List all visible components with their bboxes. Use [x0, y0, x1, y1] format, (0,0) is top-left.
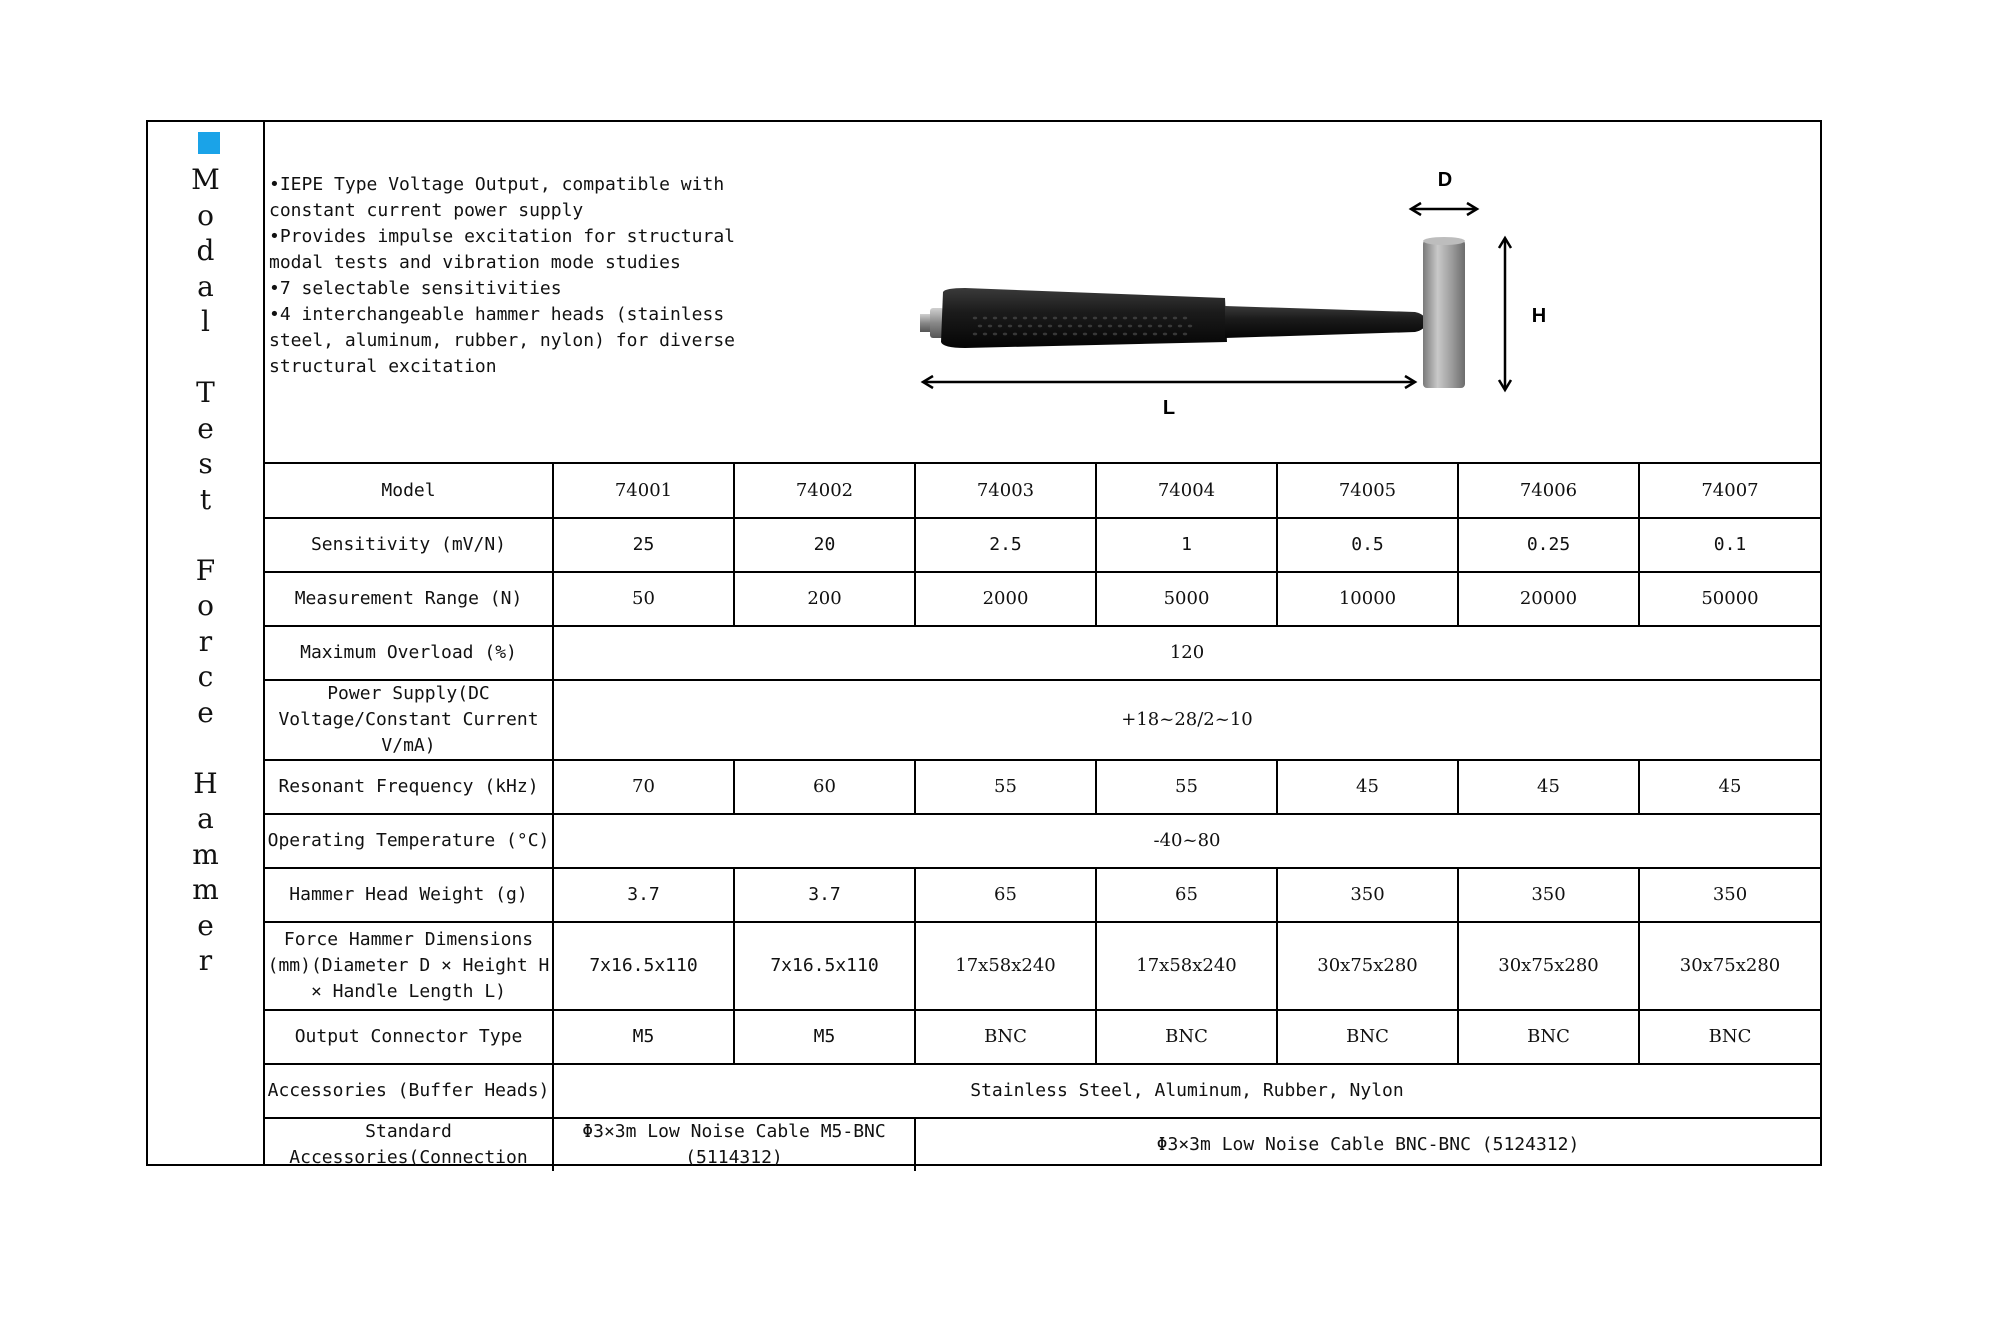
- title-char: M: [191, 163, 220, 196]
- table-cell: 1: [1096, 518, 1277, 572]
- table-cell: M5: [553, 1010, 734, 1064]
- grip-dot: [1138, 325, 1142, 328]
- grip-dot: [1158, 325, 1162, 328]
- grip-dot: [1153, 317, 1157, 320]
- table-cell: 7x16.5x110: [734, 922, 915, 1010]
- table-row: [265, 464, 1820, 518]
- table-cell: 50000: [1639, 572, 1820, 626]
- table-row: [265, 922, 1820, 1010]
- title-char: m: [192, 837, 219, 871]
- table-cell: 2.5: [915, 518, 1096, 572]
- dimension-l-arrow: [923, 376, 1415, 388]
- title-char: d: [196, 234, 215, 267]
- row-label: Standard Accessories(Connection: [265, 1118, 553, 1171]
- table-row: [265, 814, 1820, 868]
- model-cell: 74007: [1639, 464, 1820, 518]
- table-cell: 30x75x280: [1277, 922, 1458, 1010]
- model-cell: 74003: [915, 464, 1096, 518]
- grip-dot: [1023, 333, 1027, 336]
- table-cell: 65: [915, 868, 1096, 922]
- grip-dot: [1033, 317, 1037, 320]
- table-row: [265, 518, 1820, 572]
- overview-section: [265, 122, 1820, 464]
- grip-dot: [1118, 325, 1122, 328]
- grip-dot: [1093, 333, 1097, 336]
- table-cell: 17x58x240: [1096, 922, 1277, 1010]
- feature-list: [269, 172, 749, 380]
- table-cell: 45: [1458, 760, 1639, 814]
- title-char: t: [199, 482, 212, 516]
- title-char: T: [196, 376, 215, 409]
- grip-dot: [1053, 333, 1057, 336]
- grip-dot: [1038, 325, 1042, 328]
- grip-dot: [973, 317, 977, 320]
- table-row: [265, 1064, 1820, 1118]
- grip-dot: [1078, 325, 1082, 328]
- spec-table: [265, 464, 1820, 1171]
- table-cell: 45: [1277, 760, 1458, 814]
- grip-dot: [1103, 317, 1107, 320]
- grip-dot: [1033, 333, 1037, 336]
- grip-dot: [1173, 317, 1177, 320]
- table-cell: +18~28/2~10: [553, 680, 1820, 760]
- grip-dot: [983, 333, 987, 336]
- grip-dot: [1093, 317, 1097, 320]
- table-cell: 350: [1639, 868, 1820, 922]
- table-cell: 120: [553, 626, 1820, 680]
- table-row: [265, 626, 1820, 680]
- grip-dot: [983, 317, 987, 320]
- grip-dot: [1173, 333, 1177, 336]
- connector-cap: [920, 308, 944, 338]
- grip-dot: [1098, 325, 1102, 328]
- table-cell: Φ3×3m Low Noise Cable M5-BNC (5114312): [553, 1118, 915, 1171]
- table-cell: BNC: [915, 1010, 1096, 1064]
- row-label: Measurement Range (N): [265, 572, 553, 626]
- grip-dot: [1133, 317, 1137, 320]
- table-row: [265, 1010, 1820, 1064]
- grip-dot: [1163, 333, 1167, 336]
- title-char: a: [197, 269, 214, 303]
- table-row: [265, 760, 1820, 814]
- table-cell: BNC: [1639, 1010, 1820, 1064]
- table-row: [265, 680, 1820, 760]
- grip-dot: [1128, 325, 1132, 328]
- feature-item: •7 selectable sensitivities: [269, 278, 562, 299]
- table-row: [265, 1118, 1820, 1171]
- table-cell: 30x75x280: [1458, 922, 1639, 1010]
- row-label: Sensitivity (mV/N): [265, 518, 553, 572]
- grip-dot: [1068, 325, 1072, 328]
- model-cell: 74005: [1277, 464, 1458, 518]
- table-cell: M5: [734, 1010, 915, 1064]
- title-char: s: [198, 447, 213, 480]
- model-cell: 74002: [734, 464, 915, 518]
- grip-dot: [1043, 333, 1047, 336]
- feature-item: •IEPE Type Voltage Output, compatible with constant current power supply: [269, 174, 725, 221]
- table-cell: BNC: [1277, 1010, 1458, 1064]
- table-cell: 2000: [915, 572, 1096, 626]
- grip-dot: [1023, 317, 1027, 320]
- table-cell: 3.7: [734, 868, 915, 922]
- table-cell: BNC: [1458, 1010, 1639, 1064]
- row-label: Hammer Head Weight (g): [265, 868, 553, 922]
- table-cell: 55: [915, 760, 1096, 814]
- row-label: Force Hammer Dimensions (mm)(Diameter D × Height H × Handle Length L): [265, 922, 553, 1010]
- row-label: Accessories (Buffer Heads): [265, 1064, 553, 1118]
- model-cell: 74001: [553, 464, 734, 518]
- grip-dot: [988, 325, 992, 328]
- grip-dot: [998, 325, 1002, 328]
- grip-dot: [1003, 333, 1007, 336]
- grip-dot: [973, 333, 977, 336]
- title-char: c: [197, 660, 214, 693]
- blue-square-marker: [198, 132, 220, 154]
- feature-item: •Provides impulse excitation for structural modal tests and vibration mode studies: [269, 226, 735, 273]
- table-cell: 45: [1639, 760, 1820, 814]
- table-cell: 7x16.5x110: [553, 922, 734, 1010]
- title-char: H: [193, 766, 218, 800]
- grip-dot: [1143, 317, 1147, 320]
- row-label: Operating Temperature (°C): [265, 814, 553, 868]
- table-cell: 200: [734, 572, 915, 626]
- grip-dot: [1008, 325, 1012, 328]
- table-cell: 350: [1277, 868, 1458, 922]
- table-cell: 20000: [1458, 572, 1639, 626]
- hammer-head: [1423, 240, 1465, 388]
- table-cell: 60: [734, 760, 915, 814]
- table-cell: 17x58x240: [915, 922, 1096, 1010]
- table-cell: 30x75x280: [1639, 922, 1820, 1010]
- grip-dot: [1003, 317, 1007, 320]
- grip-dot: [1188, 325, 1192, 328]
- grip-dot: [1053, 317, 1057, 320]
- title-char: e: [197, 695, 214, 729]
- table-cell: 65: [1096, 868, 1277, 922]
- hammer-shaft: [1225, 306, 1427, 338]
- table-cell: -40~80: [553, 814, 1820, 868]
- grip-dot: [1153, 333, 1157, 336]
- table-cell: 0.5: [1277, 518, 1458, 572]
- grip-dot: [1013, 317, 1017, 320]
- sidebar-title: [148, 122, 265, 1164]
- grip-dot: [1123, 333, 1127, 336]
- grip-dot: [1073, 317, 1077, 320]
- grip-dot: [1168, 325, 1172, 328]
- grip-dot: [1063, 333, 1067, 336]
- table-cell: 20: [734, 518, 915, 572]
- table-cell: 55: [1096, 760, 1277, 814]
- title-char: F: [195, 553, 216, 587]
- dimension-l-label: L: [1162, 397, 1176, 419]
- table-cell: 25: [553, 518, 734, 572]
- title-char: o: [197, 589, 214, 622]
- table-cell: 3.7: [553, 868, 734, 922]
- table-cell: 10000: [1277, 572, 1458, 626]
- model-cell: 74004: [1096, 464, 1277, 518]
- table-row: [265, 572, 1820, 626]
- grip-dot: [993, 333, 997, 336]
- table-cell: 70: [553, 760, 734, 814]
- table-row: [265, 868, 1820, 922]
- grip-dot: [1083, 317, 1087, 320]
- spec-table-wrapper: [265, 464, 1820, 1168]
- title-char: e: [197, 908, 214, 942]
- row-label: Model: [265, 464, 553, 518]
- grip-dot: [1028, 325, 1032, 328]
- title-char: r: [198, 624, 213, 658]
- grip-dot: [1143, 333, 1147, 336]
- grip-dot: [1133, 333, 1137, 336]
- grip-dot: [993, 317, 997, 320]
- dimension-d-arrow: [1411, 203, 1477, 215]
- grip-dot: [1048, 325, 1052, 328]
- grip-dot: [1083, 333, 1087, 336]
- title-char: e: [197, 411, 214, 445]
- dimension-d-label: D: [1437, 169, 1453, 191]
- grip-dot: [1063, 317, 1067, 320]
- grip-dot: [1113, 333, 1117, 336]
- grip-dot: [1113, 317, 1117, 320]
- grip-dot: [1163, 317, 1167, 320]
- grip-dot: [1043, 317, 1047, 320]
- table-cell: 5000: [1096, 572, 1277, 626]
- grip-dot: [978, 325, 982, 328]
- title-char: r: [198, 944, 213, 977]
- dimension-h-arrow: [1499, 238, 1511, 390]
- title-char: m: [192, 873, 219, 906]
- model-cell: 74006: [1458, 464, 1639, 518]
- grip-dot: [1058, 325, 1062, 328]
- grip-dot: [1108, 325, 1112, 328]
- grip-dot: [1088, 325, 1092, 328]
- table-cell: BNC: [1096, 1010, 1277, 1064]
- vertical-title: [148, 162, 263, 979]
- table-cell: 50: [553, 572, 734, 626]
- title-char: a: [197, 802, 214, 835]
- grip-dot: [1123, 317, 1127, 320]
- grip-dot: [1073, 333, 1077, 336]
- datasheet-frame: [146, 120, 1822, 1166]
- dimension-h-label: H: [1531, 305, 1547, 327]
- grip-dot: [1178, 325, 1182, 328]
- hammer-diagram: [845, 142, 1605, 452]
- grip-dot: [1183, 333, 1187, 336]
- grip-dot: [1148, 325, 1152, 328]
- title-char: l: [201, 305, 210, 338]
- row-label: Resonant Frequency (kHz): [265, 760, 553, 814]
- table-cell: 0.25: [1458, 518, 1639, 572]
- grip-dot: [1018, 325, 1022, 328]
- row-label: Power Supply(DC Voltage/Constant Current V/mA): [265, 680, 553, 760]
- table-cell: Stainless Steel, Aluminum, Rubber, Nylon: [553, 1064, 1820, 1118]
- grip-dot: [1103, 333, 1107, 336]
- row-label: Output Connector Type: [265, 1010, 553, 1064]
- table-cell: 0.1: [1639, 518, 1820, 572]
- table-cell: Φ3×3m Low Noise Cable BNC-BNC (5124312): [915, 1118, 1820, 1171]
- title-char: o: [197, 198, 214, 232]
- grip-dot: [1183, 317, 1187, 320]
- feature-item: •4 interchangeable hammer heads (stainless steel, aluminum, rubber, nylon) for diverse structural excitation: [269, 304, 735, 377]
- grip-dot: [1013, 333, 1017, 336]
- table-cell: 350: [1458, 868, 1639, 922]
- row-label: Maximum Overload (%): [265, 626, 553, 680]
